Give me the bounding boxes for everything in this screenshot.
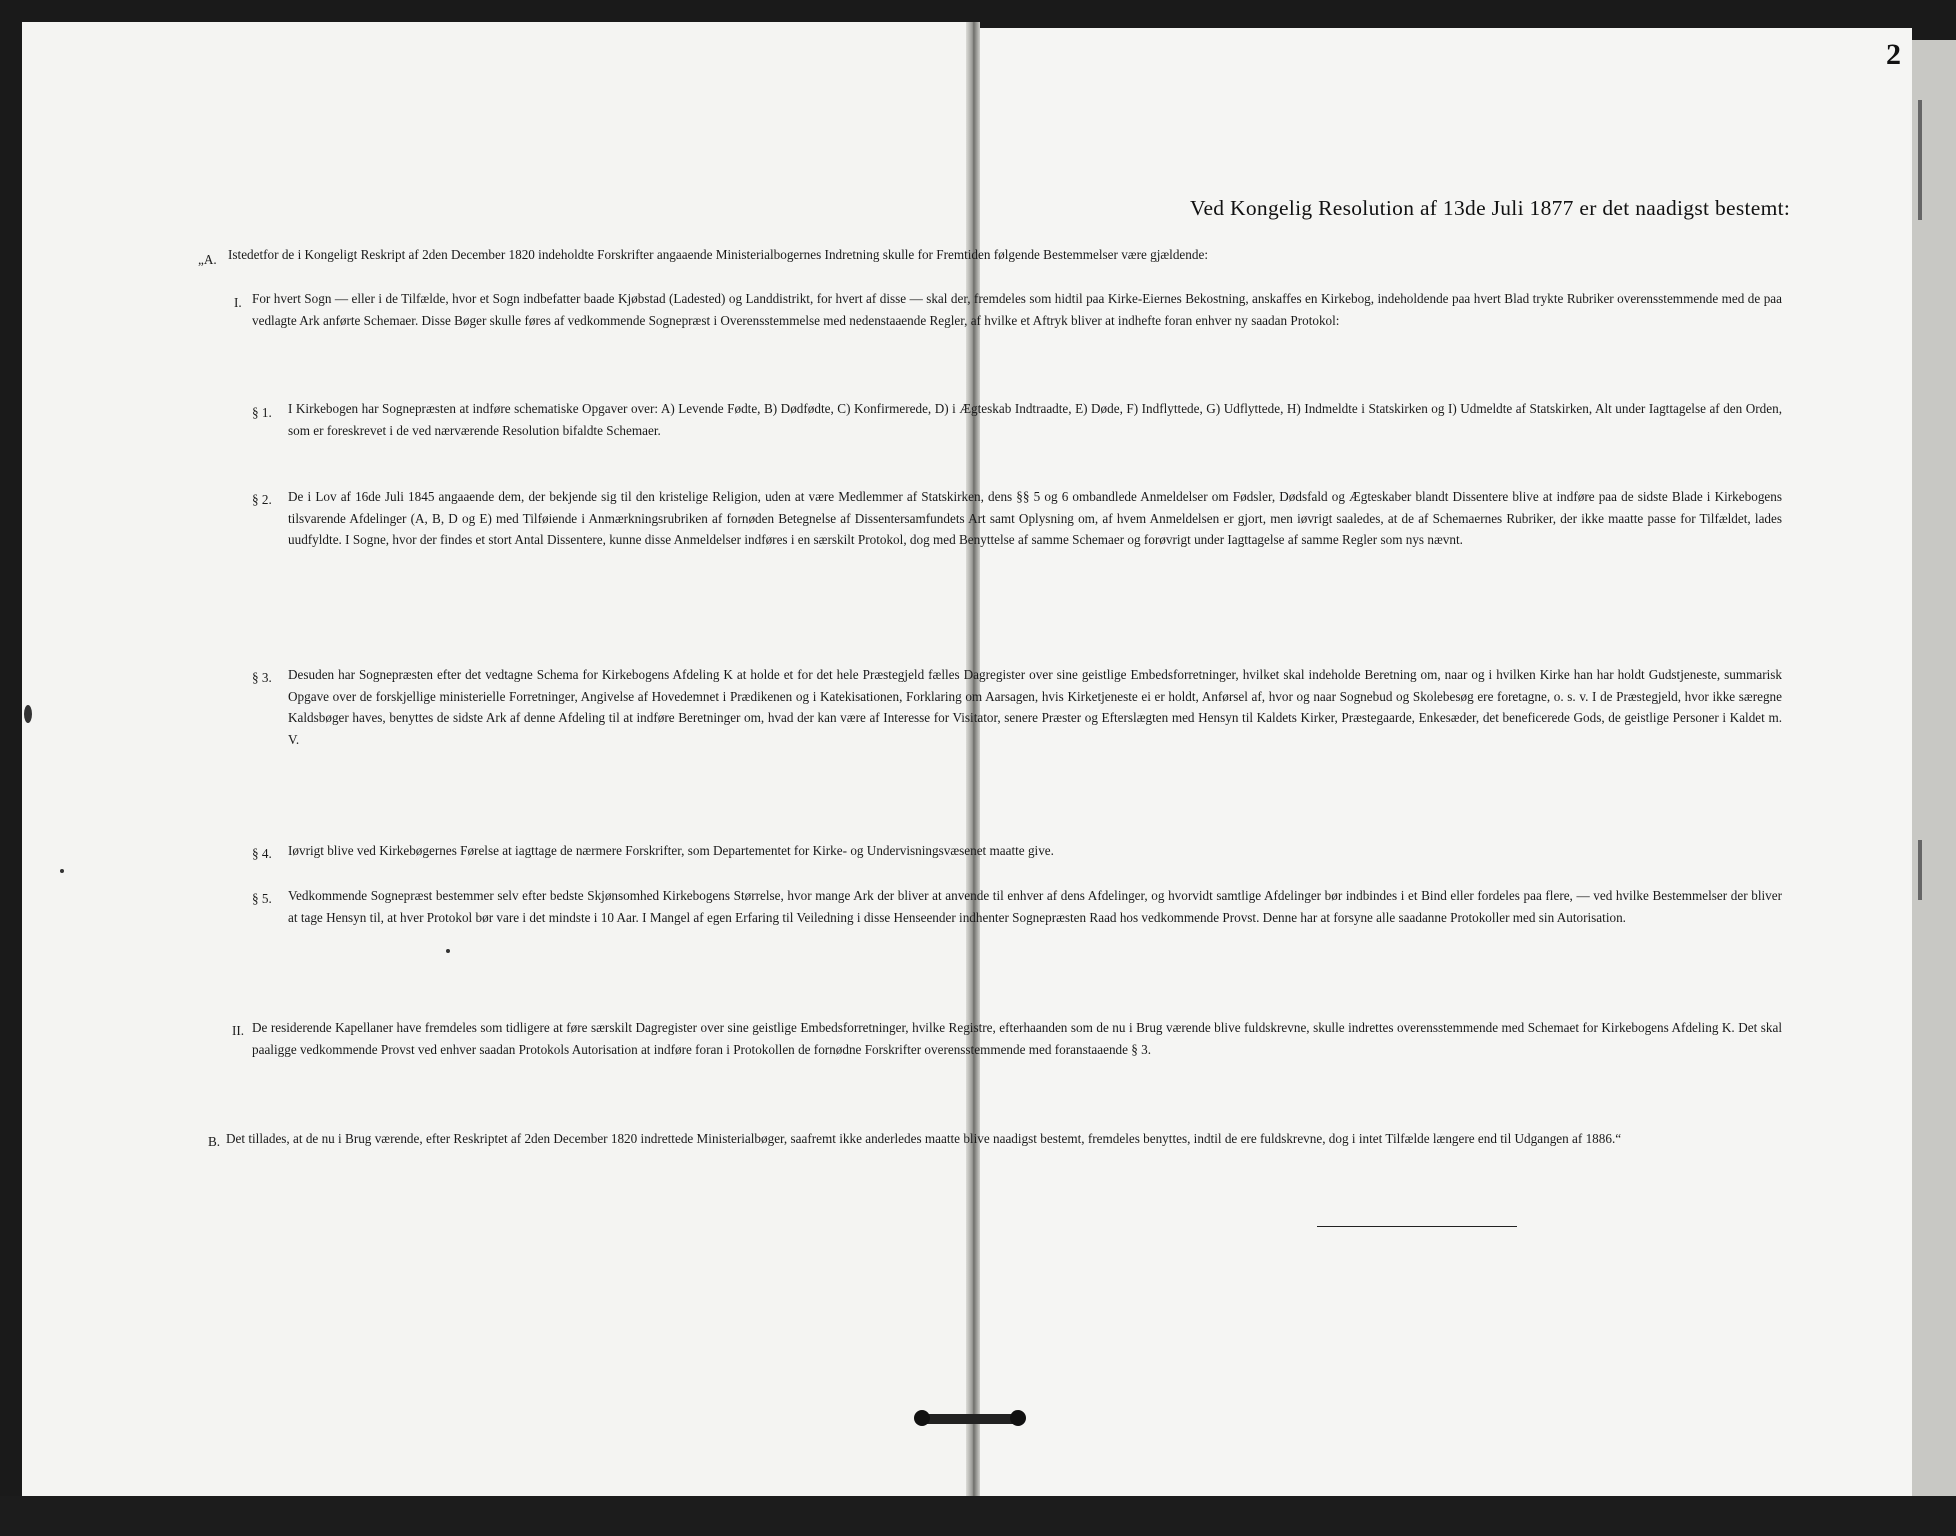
page-blemish xyxy=(60,869,64,873)
page-blemish xyxy=(446,949,450,953)
paragraph-5-label: § 5. xyxy=(252,891,272,906)
page-title: Ved Kongelig Resolution af 13de Juli 1877 er det naadigst bestemt: xyxy=(1190,196,1791,220)
section-b-label: B. xyxy=(208,1134,221,1149)
binding-knot xyxy=(1010,1410,1026,1426)
page-stack-edge xyxy=(1912,40,1956,1500)
paragraph-2-label: § 2. xyxy=(252,492,272,507)
binding-stitch xyxy=(920,1414,1020,1424)
section-a-paragraph: Istedetfor de i Kongeligt Reskript af 2den December 1820 indeholdte Forskrifter angaaende Ministerialbogernes Indretning skulle for Fremtiden følgende Bestemmelser være gjældende: xyxy=(228,247,1208,262)
paragraph-5-text: Vedkommende Sognepræst bestemmer selv efter bedste Skjønsomhed Kirkebogens Størrelse, hvor mange Ark der bliver at anvende til enhver af dens Afdelinger, og hvorvidt samtlige Afdelinger bør indbindes i et Bind eller fordeles paa flere, — ved hvilke Bestemmelser der bliver at tage Hensyn til, at hver Protokol bør vare i det mindste i 10 Aar. I Mangel af egen Erfaring til Veiledning i disse Henseender indhenter Sognepræsten Raad hos vedkommende Provst. Denne har at forsyne alle saadanne Protokoller med sin Autorisation. xyxy=(288,888,1782,925)
scan-bottom-border xyxy=(0,1496,1956,1536)
paragraph-1-label: § 1. xyxy=(252,405,272,420)
section-a-label: „A. xyxy=(198,252,217,267)
page-blemish xyxy=(24,705,32,723)
page-number: 2 xyxy=(1886,38,1901,71)
page-edge-mark xyxy=(1918,840,1922,900)
binding-knot xyxy=(914,1410,930,1426)
paragraph-2-text: De i Lov af 16de Juli 1845 angaaende dem, der bekjende sig til den kristelige Religion, uden at være Medlemmer af Statskirken, dens §§ 5 og 6 ombandlede Anmeldelser om Fødsler, Dødsfald og Ægteskaber blandt Dissentere blive at indføre paa de sidste Blade i Kirkebogens tilsvarende Afdelinger (A, B, D og E) med Tilføiende i Anmærkningsrubriken af fornøden Betegnelse af Dissentersamfundets Art samt Oplysning om, af hvem Anmeldelsen er gjort, men iøvrigt saaledes, at de af Schemaernes Rubriker, der ikke maatte passe for Tilfældet, lades uudfyldte. I Sogne, hvor der findes et stort Antal Dissentere, kunne disse Anmeldelser indføres i en særskilt Protokol, dog med Benyttelse af samme Schemaer og forøvrigt under Iagttagelse af samme Regler som nys nævnt. xyxy=(288,489,1782,548)
paragraph-4-label: § 4. xyxy=(252,846,272,861)
item-i-text: For hvert Sogn — eller i de Tilfælde, hvor et Sogn indbefatter baade Kjøbstad (Ladested) og Landdistrikt, for hvert af disse — skal der, fremdeles som hidtil paa Kirke-Eiernes Bekostning, anskaffes en Kirkebog, indeholdende paa hvert Blad trykte Rubriker overensstemmende med de paa vedlagte Ark anførte Schemaer. Disse Bøger skulle føres af vedkommende Sognepræst i Overensstemmelse med nedenstaaende Regler, af hvilke et Aftryk bliver at indhefte foran enhver ny saadan Protokol: xyxy=(252,291,1782,328)
paragraph-3-label: § 3. xyxy=(252,670,272,685)
item-ii-label: II. xyxy=(232,1023,245,1038)
item-i-label: I. xyxy=(234,295,242,310)
closing-rule xyxy=(1317,1226,1517,1227)
paragraph-3-text: Desuden har Sognepræsten efter det vedtagne Schema for Kirkebogens Afdeling K at holde et for det hele Præstegjeld fælles Dagregister over sine geistlige Embedsforretninger, hvilket skal indeholde Beretning om, naar og i hvilken Kirke han har holdt Gudstjeneste, summarisk Opgave over de forskjellige ministerielle Forretninger, Angivelse af Hovedemnet i Prædikenen og i Katekisationen, Forklaring om Aarsagen, hvis Kirketjeneste ei er holdt, Anførsel af, hvor og naar Sognebud og Skolebesøg ere foretagne, o. s. v. I de Præstegjeld, hvor ikke særegne Kaldsbøger haves, benyttes de sidste Ark af denne Afdeling til at indføre Beretninger om, hvad der kan være af Interesse for Visitator, senere Præster og Efterslægten med Hensyn til Kaldets Kirker, Præstegaarde, Enkesæder, det beneficerede Gods, de geistlige Personer i Kaldet m. V. xyxy=(288,667,1782,748)
page-edge-mark xyxy=(1918,100,1922,220)
paragraph-4-text: Iøvrigt blive ved Kirkebøgernes Førelse at iagttage de nærmere Forskrifter, som Departementet for Kirke- og Undervisningsvæsenet maatte give. xyxy=(288,843,1054,858)
paragraph-1-text: I Kirkebogen har Sognepræsten at indføre schematiske Opgaver over: A) Levende Fødte, B) Dødfødte, C) Konfirmerede, D) i Ægteskab Indtraadte, E) Døde, F) Indflyttede, G) Udflyttede, H) Indmeldte i Statskirken og I) Udmeldte af Statskirken, Alt under Iagttagelse af den Orden, som er foreskrevet i de ved nærværende Resolution bifaldte Schemaer. xyxy=(288,401,1782,438)
item-ii-text: De residerende Kapellaner have fremdeles som tidligere at føre særskilt Dagregister over sine geistlige Embedsforretninger, hvilke Registre, efterhaanden som de nu i Brug værende blive fuldskrevne, skulle indrettes overensstemmende med Schemaet for Kirkebogens Afdeling K. Det skal paaligge vedkommende Provst ved enhver saadan Protokols Autorisation at indføre foran i Protokollen de fornødne Forskrifter overensstemmende med foranstaaende § 3. xyxy=(252,1020,1782,1057)
section-b-text: Det tillades, at de nu i Brug værende, efter Reskriptet af 2den December 1820 indrettede Ministerialbøger, saafremt ikke anderledes maatte blive naadigst bestemt, fremdeles benyttes, indtil de ere fuldskrevne, dog i intet Tilfælde længere end til Udgangen af 1886.“ xyxy=(226,1131,1622,1146)
